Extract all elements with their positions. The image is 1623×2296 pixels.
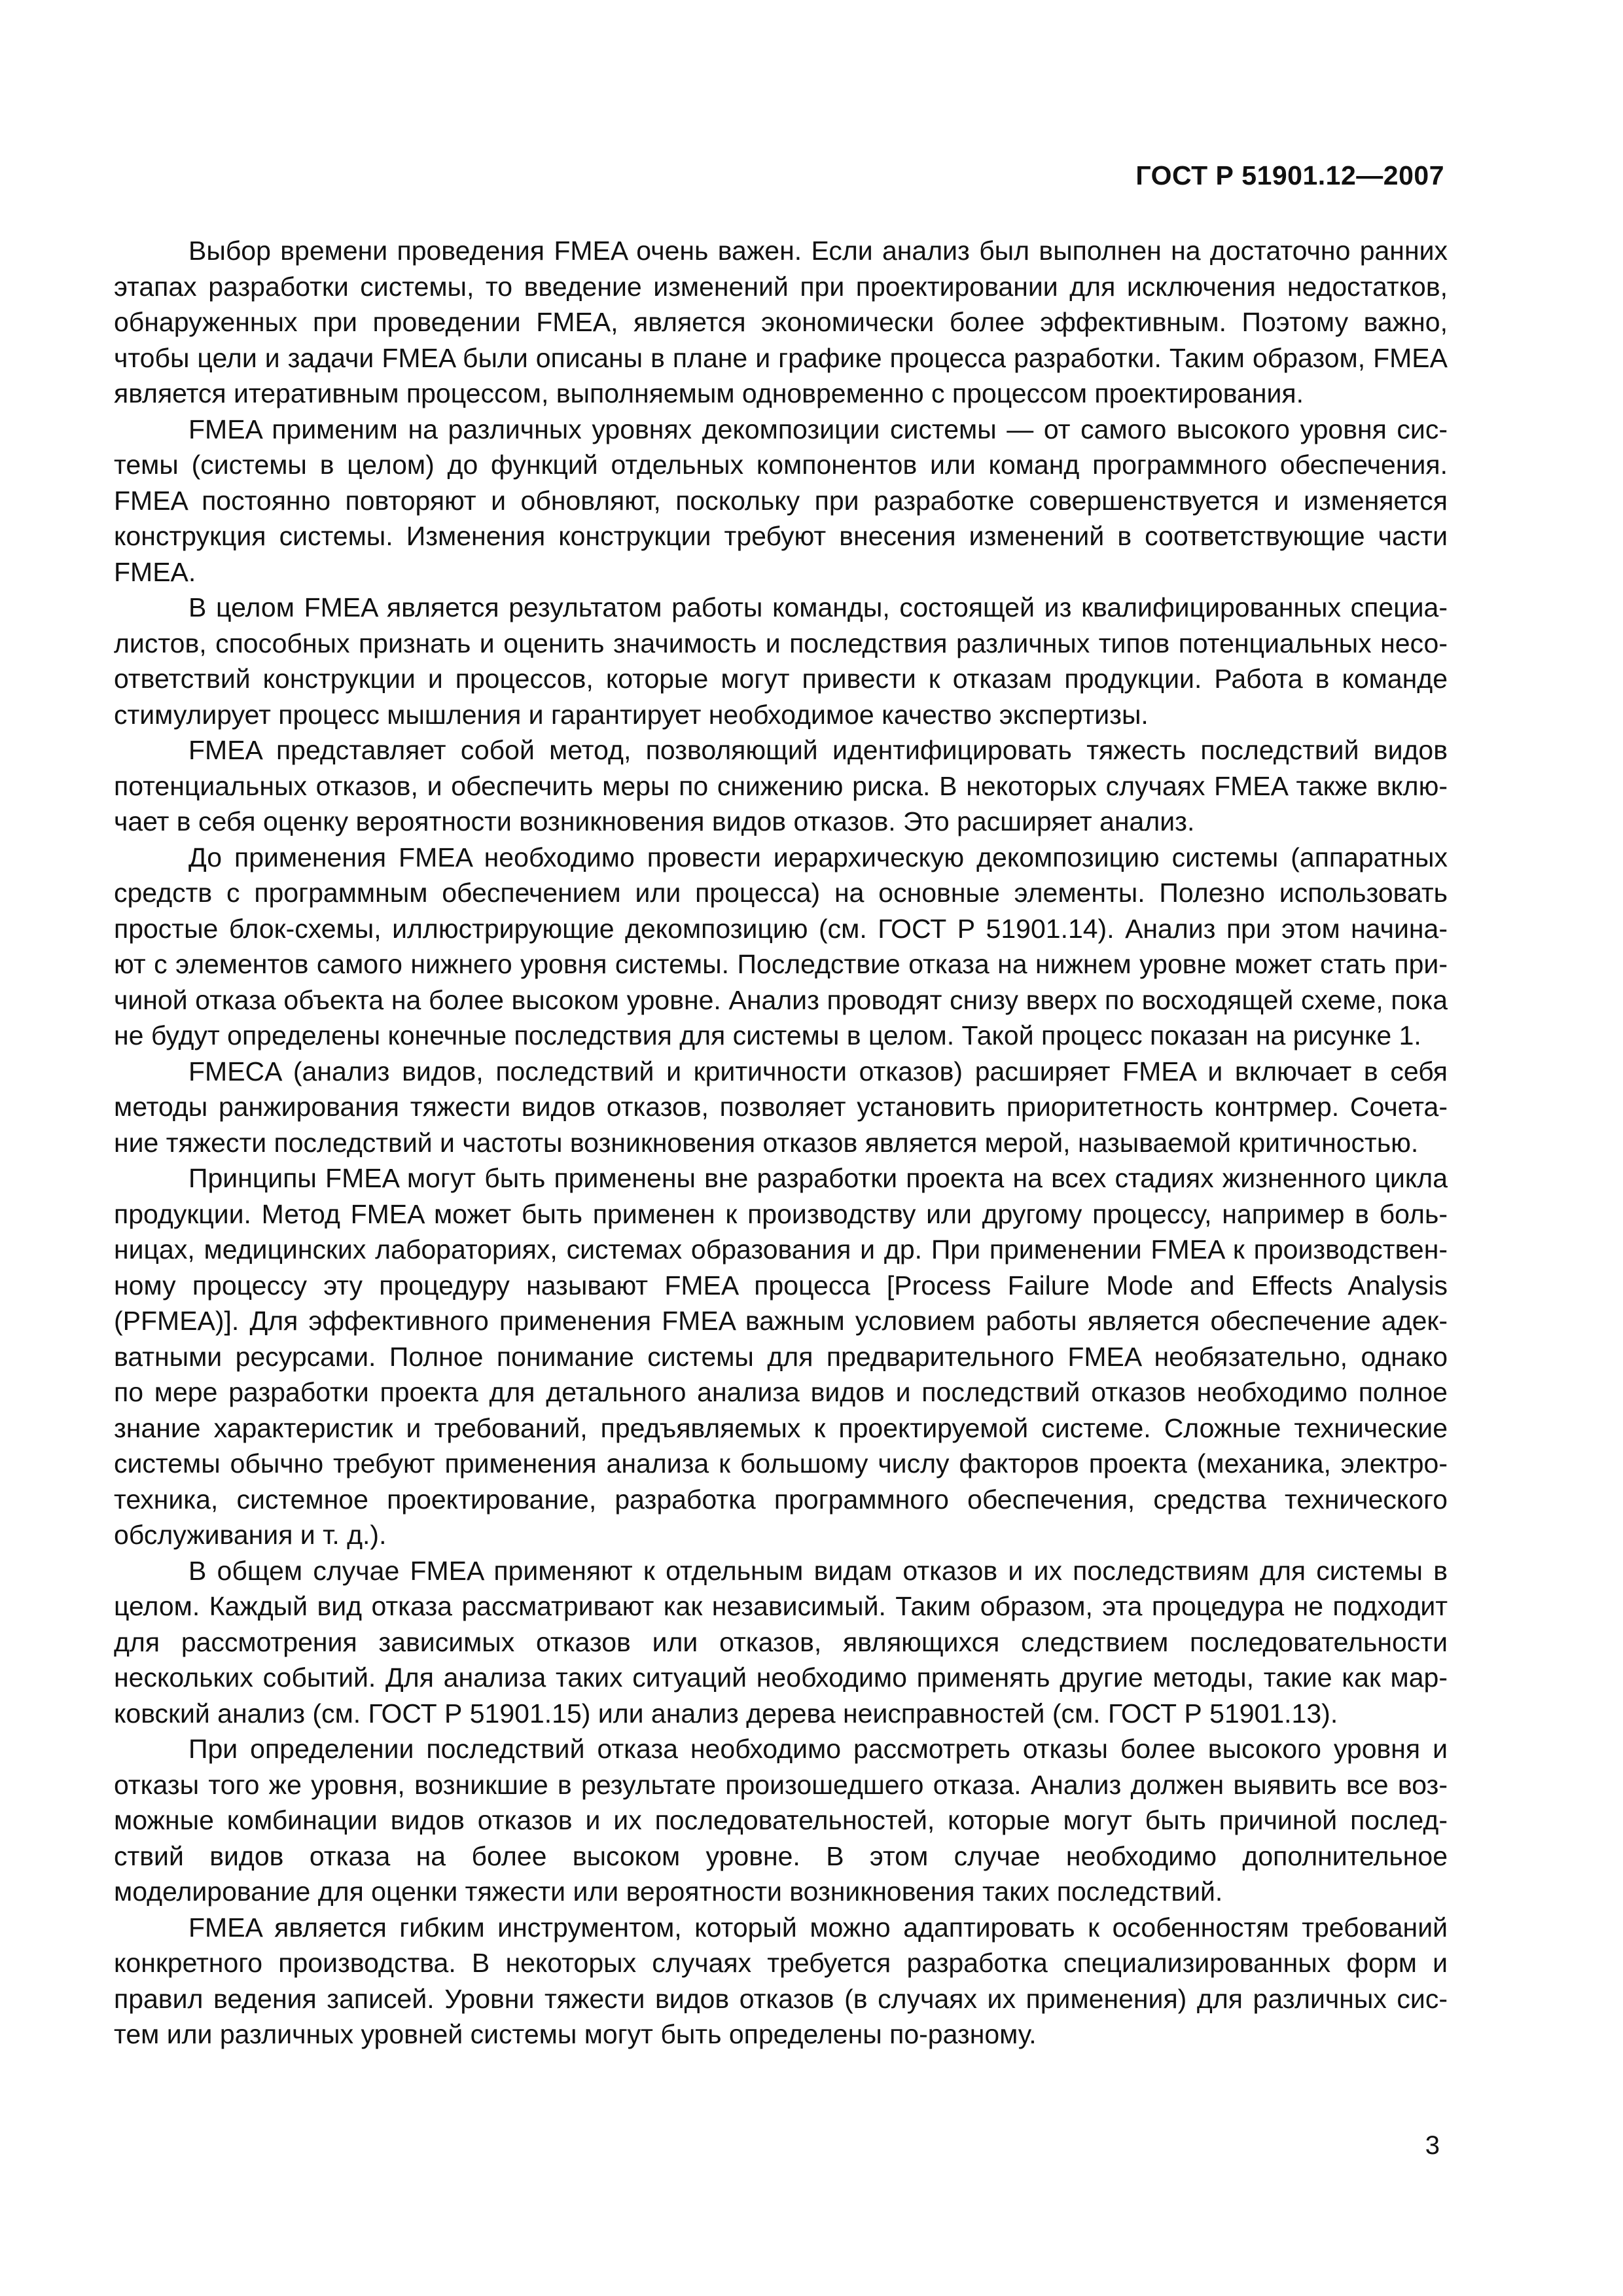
text-line: Принципы FMEA могут быть применены вне разработки проекта на всех стадиях жизненного цикла — [188, 1163, 1448, 1193]
text-line: Выбор времени проведения FMEA очень важен. Если анализ был выполнен на достаточно ранних — [188, 236, 1448, 266]
text-line: FMEA постоянно повторяют и обновляют, поскольку при разработке совершенствуется и изменяется — [114, 485, 1448, 516]
text-line: чает в себя оценку вероятности возникновения видов отказов. Это расширяет анализ. — [114, 806, 1195, 836]
text-line: системы обычно требуют применения анализа к большому числу факторов проекта (механика, электро- — [114, 1448, 1448, 1479]
text-line: методы ранжирования тяжести видов отказов, позволяет установить приоритетность контрмер. Сочета- — [114, 1092, 1448, 1122]
paragraph — [114, 1160, 1448, 1553]
text-line: по мере разработки проекта для детального анализа видов и последствий отказов необходимо полное — [114, 1377, 1448, 1407]
text-line: средств с программным обеспечением или процесса) на основные элементы. Полезно использовать — [114, 878, 1448, 908]
text-line: нескольких событий. Для анализа таких ситуаций необходимо применять другие методы, такие как мар- — [114, 1662, 1448, 1693]
text-line: ному процессу эту процедуру называют FMEA процесса [Process Failure Mode and Effects Analysis — [114, 1270, 1448, 1300]
body-text — [114, 233, 1448, 2053]
paragraph — [114, 590, 1448, 732]
text-line: FMEA применим на различных уровнях декомпозиции системы — от самого высокого уровня сис- — [188, 414, 1448, 444]
paragraph — [114, 732, 1448, 840]
page-number: 3 — [1425, 2131, 1440, 2160]
text-line: FMEA представляет собой метод, позволяющий идентифицировать тяжесть последствий видов — [188, 735, 1448, 765]
text-line: ние тяжести последствий и частоты возникновения отказов является мерой, называемой критичностью. — [114, 1127, 1419, 1158]
text-line: FMEA является гибким инструментом, который можно адаптировать к особенностям требований — [188, 1912, 1448, 1943]
paragraph — [114, 1054, 1448, 1161]
text-line: целом. Каждый вид отказа рассматривают как независимый. Таким образом, эта процедура не подходит — [114, 1591, 1448, 1621]
text-line: В общем случае FMEA применяют к отдельным видам отказов и их последствиям для системы в — [188, 1555, 1448, 1586]
text-line: для рассмотрения зависимых отказов или отказов, являющихся следствием последовательности — [114, 1626, 1448, 1657]
paragraph — [114, 840, 1448, 1054]
text-line: ковский анализ (см. ГОСТ Р 51901.15) или анализ дерева неисправностей (см. ГОСТ Р 51901.13). — [114, 1698, 1338, 1729]
paragraph — [114, 233, 1448, 412]
text-line: чтобы цели и задачи FMEA были описаны в плане и графике процесса разработки. Таким образом, FMEA — [114, 342, 1448, 373]
text-line: техника, системное проектирование, разработка программного обеспечения, средства технического — [114, 1484, 1448, 1515]
text-line: не будут определены конечные последствия для системы в целом. Такой процесс показан на рисунке 1. — [114, 1020, 1421, 1050]
text-line: листов, способных признать и оценить значимость и последствия различных типов потенциальных несо- — [114, 628, 1448, 658]
text-line: обслуживания и т. д.). — [114, 1520, 387, 1550]
text-line: До применения FMEA необходимо провести иерархическую декомпозицию системы (аппаратных — [188, 842, 1448, 872]
paragraph — [114, 412, 1448, 590]
text-line: продукции. Метод FMEA может быть применен к производству или другому процессу, например в боль- — [114, 1198, 1448, 1229]
text-line: FMECA (анализ видов, последствий и критичности отказов) расширяет FMEA и включает в себя — [188, 1056, 1448, 1086]
text-line: стимулирует процесс мышления и гарантирует необходимое качество экспертизы. — [114, 699, 1149, 730]
text-line: правил ведения записей. Уровни тяжести видов отказов (в случаях их применения) для различных сис- — [114, 1983, 1448, 2014]
text-line: моделирование для оценки тяжести или вероятности возникновения таких последствий. — [114, 1876, 1223, 1907]
text-line: чиной отказа объекта на более высоком уровне. Анализ проводят снизу вверх по восходящей схеме, пока — [114, 984, 1448, 1015]
text-line: простые блок-схемы, иллюстрирующие декомпозицию (см. ГОСТ Р 51901.14). Анализ при этом начина- — [114, 913, 1448, 944]
text-line: можные комбинации видов отказов и их последовательностей, которые могут быть причиной послед- — [114, 1805, 1448, 1835]
text-line: FMEA. — [114, 556, 196, 587]
text-line: обнаруженных при проведении FMEA, является экономически более эффективным. Поэтому важно, — [114, 307, 1448, 337]
text-line: тем или различных уровней системы могут быть определены по-разному. — [114, 2019, 1037, 2049]
text-line: ют с элементов самого нижнего уровня системы. Последствие отказа на нижнем уровне может стать при- — [114, 949, 1448, 979]
text-line: При определении последствий отказа необходимо рассмотреть отказы более высокого уровня и — [188, 1734, 1448, 1764]
text-line: является итеративным процессом, выполняемым одновременно с процессом проектирования. — [114, 378, 1304, 408]
standard-header: ГОСТ Р 51901.12—2007 — [1135, 160, 1444, 190]
text-line: знание характеристик и требований, предъявляемых к проектируемой системе. Сложные технические — [114, 1412, 1448, 1443]
text-line: ствий видов отказа на более высоком уровне. В этом случае необходимо дополнительное — [114, 1840, 1448, 1871]
text-line: потенциальных отказов, и обеспечить меры по снижению риска. В некоторых случаях FMEA также вклю- — [114, 770, 1448, 801]
text-line: отказы того же уровня, возникшие в результате произошедшего отказа. Анализ должен выявить все воз- — [114, 1769, 1448, 1800]
text-line: ватными ресурсами. Полное понимание системы для предварительного FMEA необязательно, однако — [114, 1341, 1448, 1372]
text-line: конструкция системы. Изменения конструкции требуют внесения изменений в соответствующие части — [114, 521, 1448, 551]
text-line: этапах разработки системы, то введение изменений при проектировании для исключения недостатков, — [114, 271, 1448, 302]
text-line: (PFMEA)]. Для эффективного применения FMEA важным условием работы является обеспечение адек- — [114, 1306, 1448, 1336]
paragraph — [114, 1910, 1448, 2053]
paragraph — [114, 1553, 1448, 1732]
text-line: темы (системы в целом) до функций отдельных компонентов или команд программного обеспечения. — [114, 450, 1448, 480]
paragraph — [114, 1731, 1448, 1910]
text-line: ответствий конструкции и процессов, которые могут привести к отказам продукции. Работа в команде — [114, 664, 1448, 694]
text-line: ницах, медицинских лабораториях, системах образования и др. При применении FMEA к производствен- — [114, 1234, 1448, 1265]
text-line: конкретного производства. В некоторых случаях требуется разработка специализированных форм и — [114, 1948, 1448, 1978]
text-line: В целом FMEA является результатом работы команды, состоящей из квалифицированных специа- — [188, 592, 1448, 622]
